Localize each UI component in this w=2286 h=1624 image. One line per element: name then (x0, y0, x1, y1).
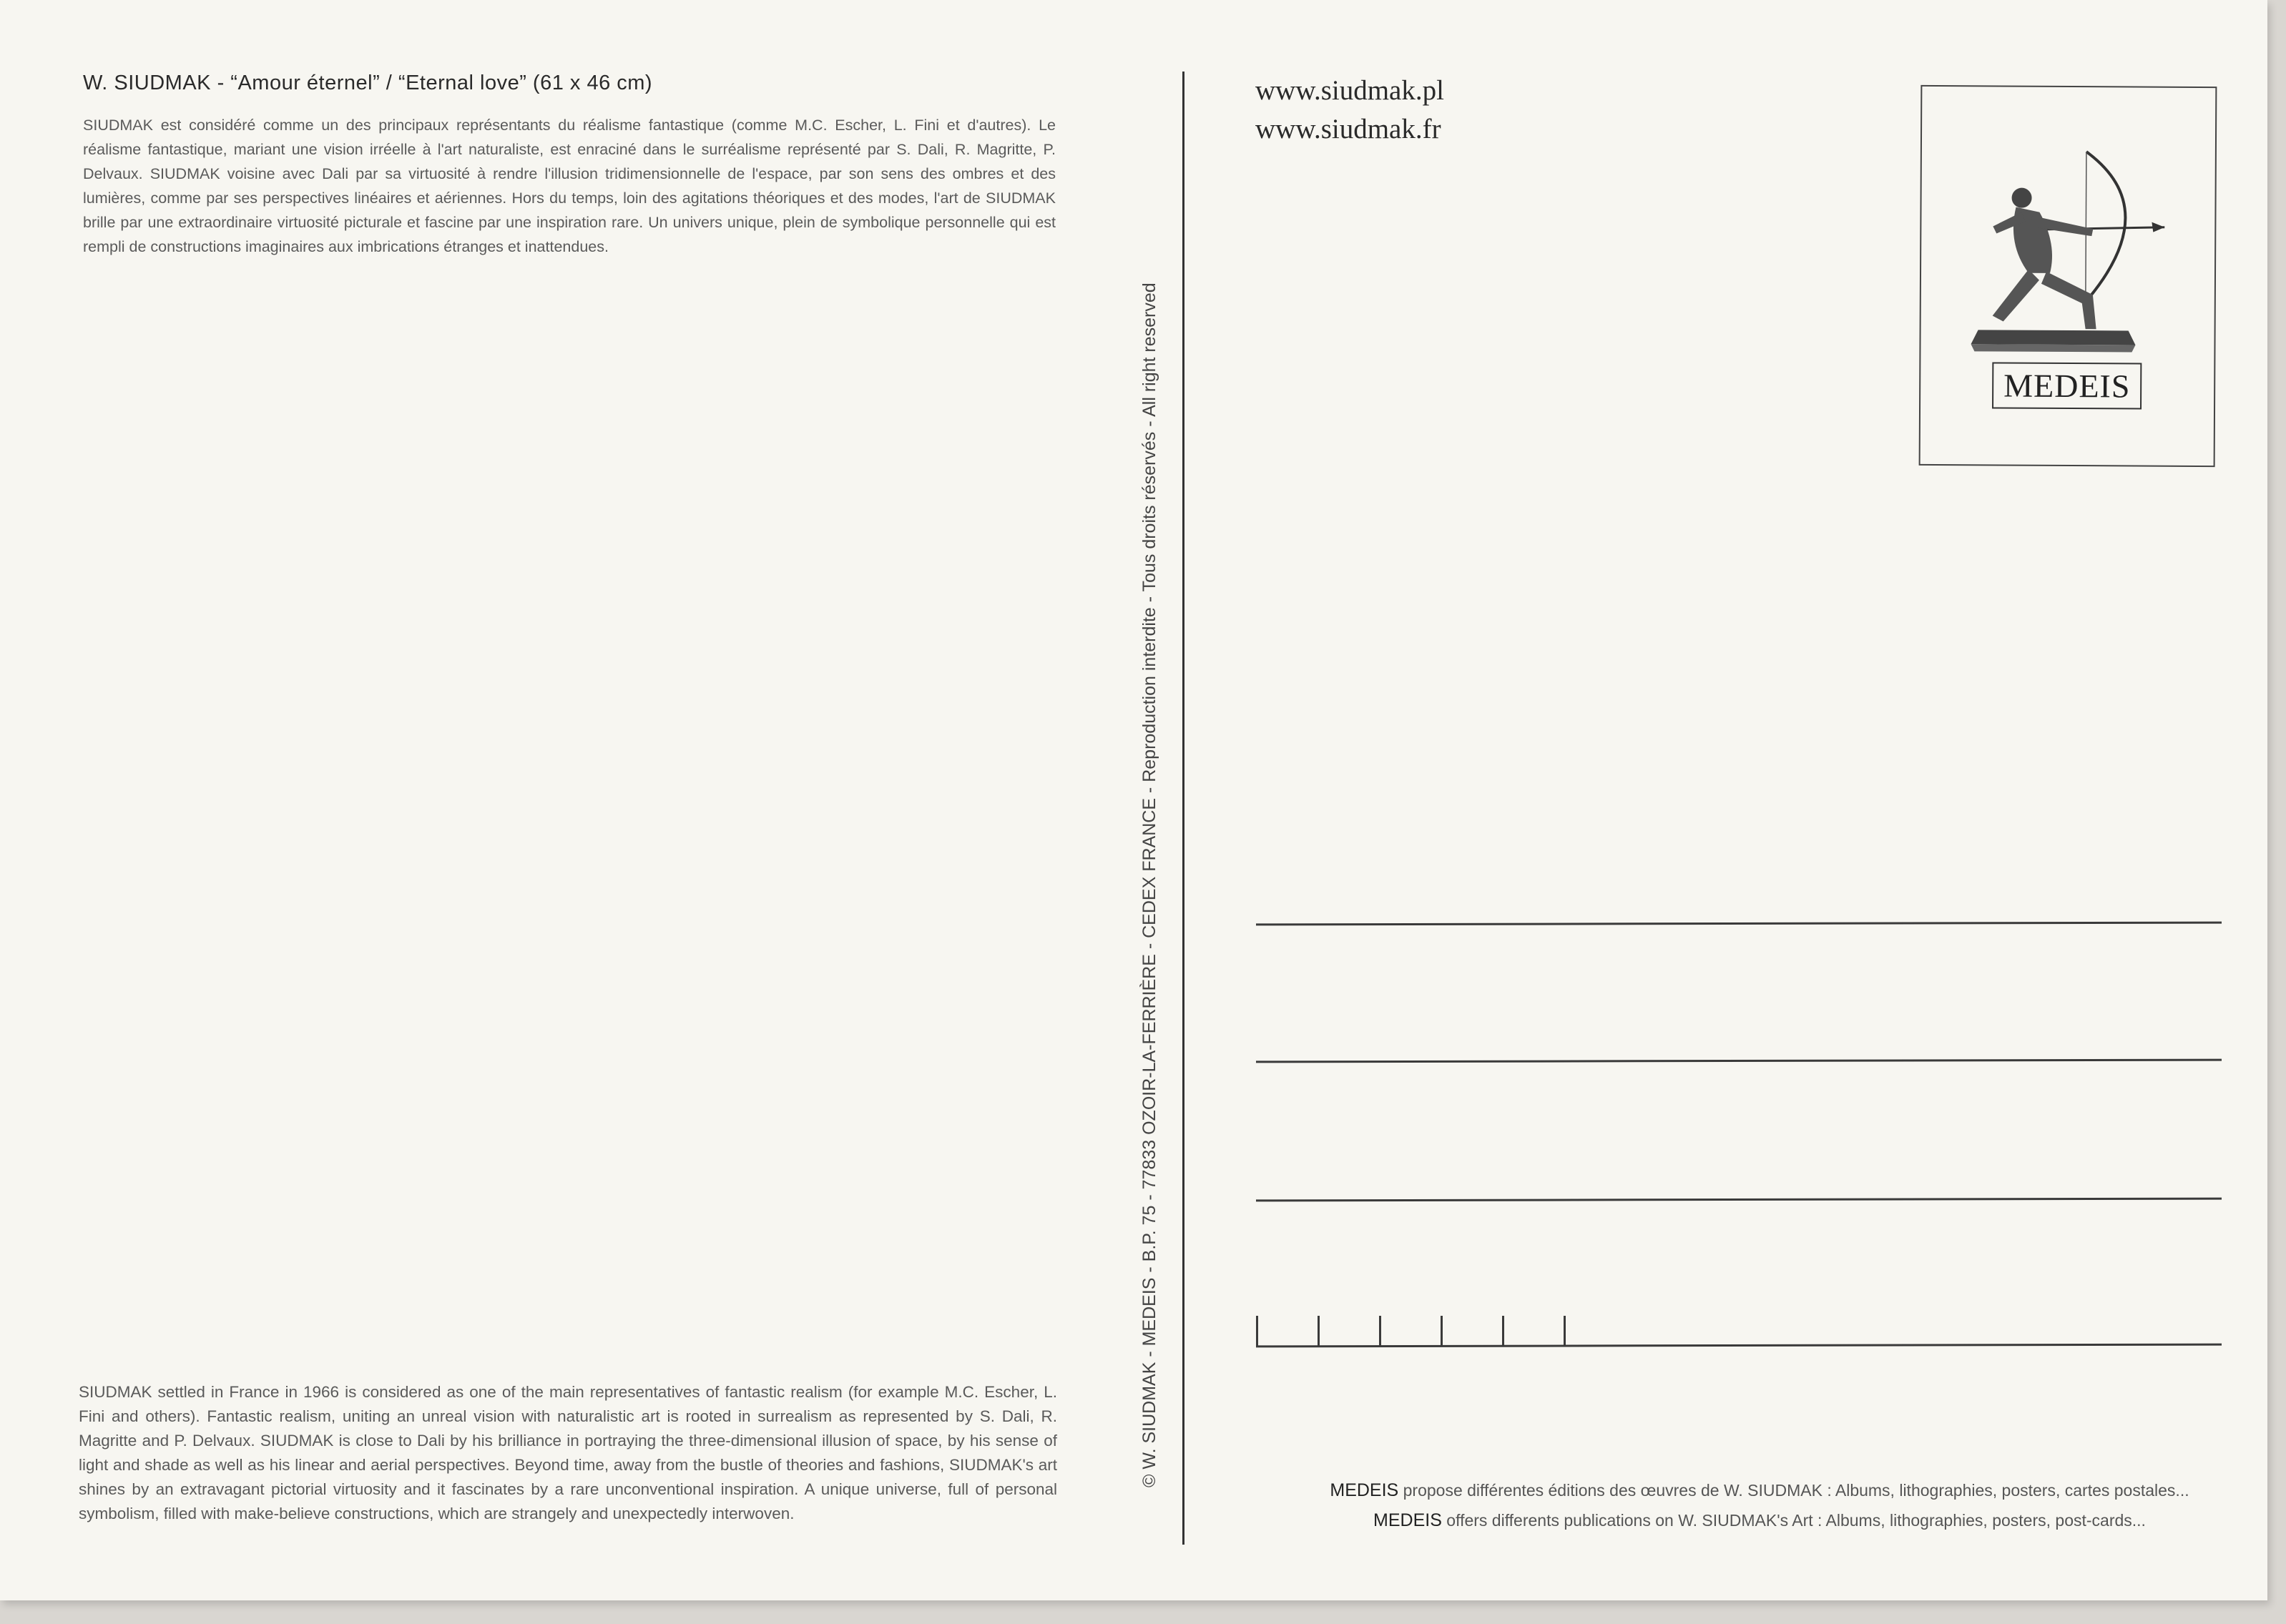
stamp-box (1919, 85, 2217, 467)
footer-brand: MEDEIS (1330, 1480, 1399, 1500)
footer-line-en (1266, 1510, 2253, 1531)
archer-icon (1971, 137, 2165, 359)
url-fr[interactable]: www.siudmak.fr (1255, 114, 1441, 144)
address-line-2[interactable] (1256, 1059, 2222, 1063)
description-english: SIUDMAK settled in France in 1966 is considered as one of the main representatives of fantastic realism (for example M.C. Escher, L. Fini and others). Fantastic realism, uniting an unreal vision with naturalistic art is rooted in surrealism as represented by S. Dali, R. Magritte and P. Delvaux. SIUDMAK is close to Dali by his brilliance in portraying the three-dimensional illusion of space, by his sense of light and shade as well as his linear and aerial perspectives. Beyond time, away from the bustle of theories and fashions, SIUDMAK's art shines by an extravagant pictorial virtuosity and it fascinates by a rare unconventional inspiration. A unique universe, full of personal symbolism, filled with make-believe constructions, which are strangely and unexpectedly interwoven. (79, 1383, 1057, 1522)
description-french: SIUDMAK est considéré comme un des principaux représentants du réalisme fantastique (comme M.C. Escher, L. Fini et d'autres). Le réalisme fantastique, mariant une vision irréelle à l'art naturaliste, est enraciné dans le surréalisme représenté par S. Dali, R. Magritte, P. Delvaux. SIUDMAK voisine avec Dali par sa virtuosité à rendre l'illusion tridimensionnelle de l'espace, par son sens des ombres et des lumières, comme par ses perspectives linéaires et aériennes. Hors du temps, loin des agitations théoriques et des modes, l'art de SIUDMAK brille par une extraordinaire virtuosité picturale et fascine par une inspiration rare. Un univers unique, plein de symbolique personnelle qui est rempli de constructions imaginaires aux imbrications étranges et inattendues. (83, 117, 1056, 255)
address-line-3[interactable] (1256, 1198, 2222, 1202)
center-divider (1182, 72, 1184, 1545)
stamp-brand-label: MEDEIS (1992, 362, 2142, 409)
footer-brand: MEDEIS (1373, 1510, 1442, 1530)
footer-text-en: offers differents publications on W. SIUDMAK's Art : Albums, lithographies, posters, post-cards... (1441, 1511, 2146, 1530)
address-line-1[interactable] (1256, 922, 2222, 926)
footer-text-fr: propose différentes éditions des œuvres de W. SIUDMAK : Albums, lithographies, posters, cartes postales... (1398, 1481, 2189, 1500)
artwork-title: W. SIUDMAK - “Amour éternel” / “Eternal love” (61 x 46 cm) (83, 72, 653, 94)
footer-line-fr (1266, 1480, 2253, 1501)
url-pl[interactable]: www.siudmak.pl (1255, 75, 1444, 106)
postcode-line[interactable] (1256, 1344, 2222, 1348)
copyright-vertical: © W. SIUDMAK - MEDEIS - B.P. 75 - 77833 OZOIR-LA-FERRIÈRE - CEDEX FRANCE - Reproduction interdite - Tous droits réservés - All right reserved (1139, 282, 1159, 1487)
website-urls (1255, 72, 1444, 149)
